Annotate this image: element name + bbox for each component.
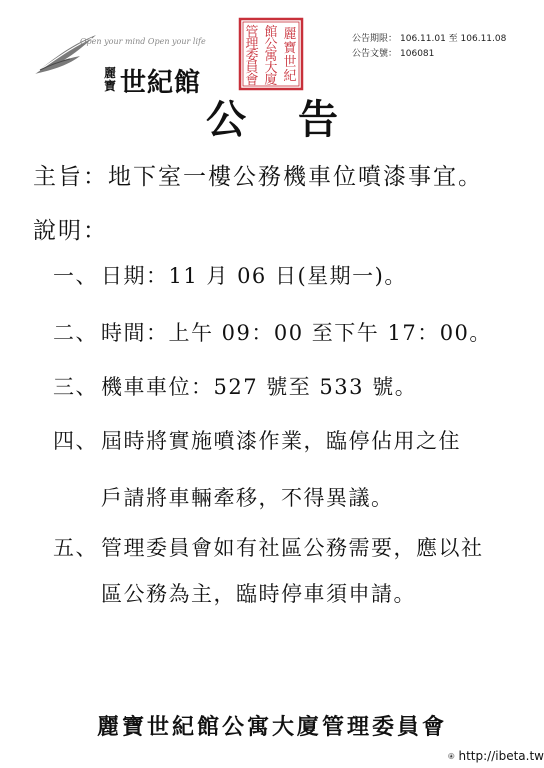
svg-text:理: 理 xyxy=(245,37,259,52)
logo-big-text: 世紀館 xyxy=(120,68,202,98)
list-item xyxy=(53,364,417,410)
svg-text:紀: 紀 xyxy=(283,69,297,84)
item-number: 一、 xyxy=(53,264,98,288)
svg-text:管: 管 xyxy=(245,25,259,40)
svg-text:麗: 麗 xyxy=(283,27,297,42)
item-number: 三、 xyxy=(53,375,98,399)
logo-small-text: 麗寶 xyxy=(104,66,117,93)
notice-meta xyxy=(352,32,506,62)
docno-value: 106081 xyxy=(400,49,435,59)
watermark-logo-icon xyxy=(448,748,455,764)
docno-row xyxy=(352,47,506,62)
watermark-url: http://ibeta.tw xyxy=(458,749,544,763)
issuer-signature: 麗寶世紀館公寓大廈管理委員會 xyxy=(96,714,447,740)
watermark xyxy=(444,744,544,768)
list-item xyxy=(53,418,461,464)
svg-text:世: 世 xyxy=(283,55,297,70)
period-label: 公告期限： xyxy=(352,34,398,44)
docno-label: 公告文號： xyxy=(352,49,398,59)
svg-text:館: 館 xyxy=(264,25,278,40)
item-text-continued: 戶請將車輛牽移，不得異議。 xyxy=(101,486,394,510)
svg-text:廈: 廈 xyxy=(264,73,278,88)
official-seal xyxy=(237,16,305,92)
item-text: 屆時將實施噴漆作業，臨停佔用之住 xyxy=(101,429,461,453)
item-text: 日期：11 月 06 日(星期一)。 xyxy=(101,264,407,288)
item-number: 二、 xyxy=(53,321,98,345)
subject-line: 主旨：地下室一樓公務機車位噴漆事宜。 xyxy=(33,164,483,190)
logo-slogan: Open your mind Open your life xyxy=(80,37,206,46)
period-value: 106.11.01 至 106.11.08 xyxy=(400,34,507,44)
item-number: 五、 xyxy=(53,536,98,560)
svg-text:員: 員 xyxy=(245,61,259,76)
list-item xyxy=(53,253,407,299)
svg-text:大: 大 xyxy=(264,61,278,76)
svg-text:委: 委 xyxy=(245,49,259,64)
list-item xyxy=(53,525,484,571)
svg-text:寶: 寶 xyxy=(283,41,297,56)
item-text: 時間：上午 09：00 至下午 17：00。 xyxy=(101,321,492,345)
list-item xyxy=(53,310,492,356)
item-number: 四、 xyxy=(53,429,98,453)
item-text: 管理委員會如有社區公務需要，應以社 xyxy=(101,536,484,560)
svg-text:公: 公 xyxy=(264,37,278,52)
item-text-continued: 區公務為主，臨時停車須申請。 xyxy=(101,582,416,606)
period-row xyxy=(352,32,506,47)
logo xyxy=(30,22,206,98)
item-text: 機車車位：527 號至 533 號。 xyxy=(101,375,418,399)
svg-text:寓: 寓 xyxy=(264,49,278,64)
notice-title: 公告 xyxy=(206,96,390,143)
explanation-label: 說明： xyxy=(33,218,108,244)
svg-text:會: 會 xyxy=(245,73,259,88)
